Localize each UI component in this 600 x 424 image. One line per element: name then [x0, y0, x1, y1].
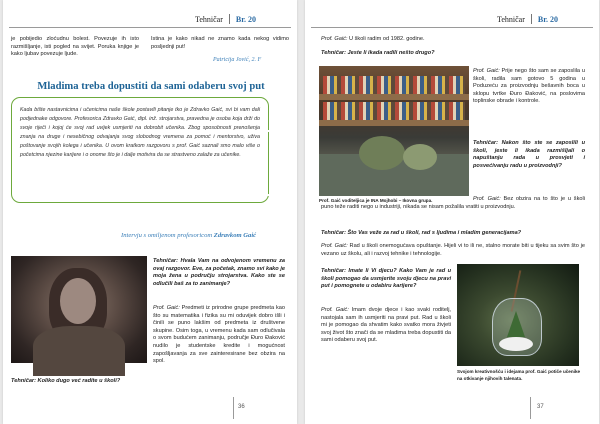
intro-box — [11, 97, 269, 203]
header-rule — [9, 27, 291, 28]
footer-rule-right — [530, 397, 531, 419]
article-text-col2: Istina je kako nikad ne znamo kada nekog vidimo posljednji put! — [151, 36, 289, 50]
issue-number-right: Br. 20 — [537, 14, 559, 24]
photo-caption-1: Prof. Gaić voditeljica je INA Mojhobi – Ikovna grupa. — [319, 198, 433, 203]
header-separator — [229, 14, 230, 24]
right-page — [305, 0, 599, 424]
header-rule-right — [311, 27, 593, 28]
answer-4: Prof. Gaić: Bez obzira na to što je u školi puno teže raditi nego u industriji, nikada se nisam požalila vratiti u proizvodnju. — [321, 196, 585, 210]
page-number-right: 37 — [537, 404, 544, 410]
issue-number: Br. 20 — [235, 14, 257, 24]
article-signature: Patricija Jović, 2. F — [213, 57, 262, 63]
interview-subtitle — [121, 232, 256, 239]
question-6: Tehničar: Imate li Vi djecu? Kako Vam je rad u školi pomogao da usmjerite svoju djecu na pravi put i pomognete u odabiru karijere? — [321, 268, 451, 290]
answer-5: Prof. Gaić: Rad u školi onemogućava opuštanje. Hijeli vi to ili ne, stalno morate biti u tijeku sa svim što je vezano uz školu, ali i razvoj tehnike i tehnologije. — [321, 243, 585, 257]
page-header-right — [497, 12, 558, 26]
answer-3: Prof. Gaić: Prije nego što sam se zaposlila u školi, radila sam gotovo 5 godina u Poduzeću za proizvodnju bešavnih boca u sklopu tvrtke Đuro Đaković, na poslovima toplinske obrade i kontrole. — [473, 68, 585, 105]
article-text-col1: je pobijedio zloćudnu bolest. Povezuje ih isto razmišljanje, isti pogled na svijet. Poruka knjige je kako ljubav povezuje ljude. — [11, 36, 139, 58]
answer-6: Prof. Gaić: Imam dvoje djece i kao svaki roditelj, nastojala sam ih usmjeriti na pravi put. Rad u školi mi je pomogao da shvatim kako svatko mora živjeti svoj život što znači da se mladima treba dopustiti da sami odaberu svoj put. — [321, 307, 451, 344]
snow-globe-photo — [457, 264, 579, 366]
answer-1-continued — [11, 362, 289, 378]
left-page — [3, 0, 297, 424]
interview-intro: Intervju s omiljenom profesoricom — [121, 232, 213, 239]
page-number: 36 — [238, 404, 245, 410]
question-2: Tehničar: Koliko dugo već radite u školi? — [11, 378, 121, 384]
page-header — [195, 12, 256, 26]
question-5: Tehničar: Što Vas veže za rad u školi, rad s ljudima i mladim generacijama? — [321, 230, 522, 236]
header-separator-right — [531, 14, 532, 24]
workshop-photo — [319, 66, 469, 196]
answer-2: Prof. Gaić: U školi radim od 1982. godine. — [321, 36, 425, 42]
intro-text: Kada bište nastavnicima i učenicima naše škole postavili pitanje tko je Zdravko Gaić, svi bi vam dali podjednake odgovore. Profesorica Zdravko Gaić, dipl. inž. strojarstva, pravedna je osoba koja drži do svoje riječi i kojoj će svoj rad uvijek usmjeriti na dobrobit učenika. Zbog sposobnosti prenošenja znanja na drugе i nesebičnog odvajanja svog slobodnog vremena za pomoć i mentorstvo, uživa poštovanje svojih kolega i učenika. U ovom kratkom razgovoru s prof. Gaić saznali smo malo više o početcima njezine karijere i o onome što je i dalje motivira da se strastveno zalaže za učenike. — [20, 107, 260, 159]
question-4: Tehničar: Nakon što ste se zaposlili u školi, jeste li ikada razmišljali o napuštanju rada u prosvjeti i posvećivanju radu u proizvodnji? — [473, 140, 585, 169]
magazine-name: Tehničar — [195, 14, 223, 24]
answer-1: Prof. Gaić: Predmeti iz prirodne grupe predmeta kao što su matematika i fizika su mi oduvijek dobro išli i činili se puno lakšim od predmeta iz društvene skupine. Osim toga, u vremenu kada sam odlučivala o svom budućem zanimanju, područje Đuro Đaković nudilo je studentske kredite i mogućnost zapošljavanja za sve zainteresirane bez obzira na spol. — [153, 305, 285, 365]
portrait-photo — [11, 256, 147, 363]
magazine-name-right: Tehničar — [497, 14, 525, 24]
question-1: Tehničar: Hvala Vam na odvojenom vremenu za ovaj razgovor. Eve, za početak, znamo svi kako je moja žena u području strojarstva. Kako ste se odlučili baš za to zanimanje? — [153, 258, 285, 287]
footer-rule — [233, 397, 234, 419]
photo-caption-2: Svojom kreativnošću i idejama prof. Gaić potiče učenike na otkivanje njihovih talenata. — [457, 369, 581, 381]
interviewee-name: Zdravkom Gaić — [213, 232, 257, 239]
question-3: Tehničar: Jeste li ikada radili nešto drugo? — [321, 50, 435, 56]
interview-title: Mladima treba dopustiti da sami odaberu svoj put — [37, 81, 265, 92]
